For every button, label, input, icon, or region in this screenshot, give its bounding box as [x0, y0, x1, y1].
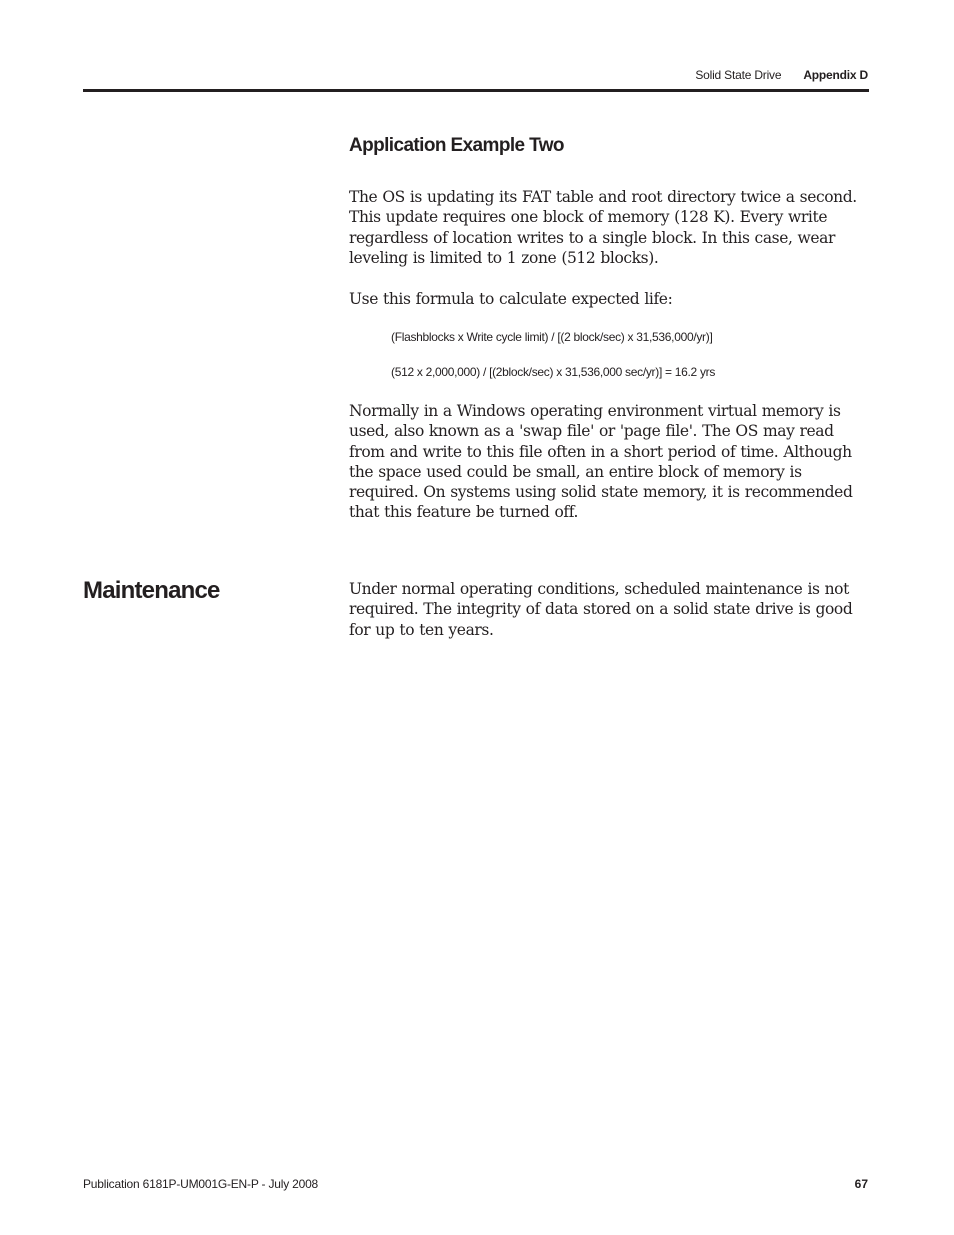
maintenance-paragraph: Under normal operating conditions, scheduled maintenance is not required. The integrity of data stored on a solid state drive is good for up to ten years. — [349, 580, 853, 639]
formula-intro-paragraph: Use this formula to calculate expected life: — [349, 290, 673, 308]
formula-general: (Flashblocks x Write cycle limit) / [(2 block/sec) x 31,536,000/yr)] — [391, 330, 713, 344]
running-header — [695, 68, 868, 82]
application-example-paragraph-1: The OS is updating its FAT table and root directory twice a second. This update requires one block of memory (128 K). Every write regardless of location writes to a single block. In this case, wear leveling is limited to 1 zone (512 blocks). — [349, 188, 857, 267]
header-section-name: Solid State Drive — [695, 68, 782, 82]
footer-publication: Publication 6181P-UM001G-EN-P - July 2008 — [83, 1177, 319, 1191]
maintenance-heading: Maintenance — [83, 577, 220, 604]
header-rule — [83, 89, 869, 92]
virtual-memory-paragraph: Normally in a Windows operating environment virtual memory is used, also known as a 'swap file' or 'page file'. The OS may read from and write to this file often in a short period of time. Although the space used could be small, an entire block of memory is required. On systems using solid state memory, it is recommended that this feature be turned off. — [349, 402, 853, 522]
formula-calculated: (512 x 2,000,000) / [(2block/sec) x 31,536,000 sec/yr)] = 16.2 yrs — [391, 365, 716, 379]
footer-page-number: 67 — [854, 1177, 868, 1191]
application-example-heading: Application Example Two — [349, 135, 564, 156]
header-appendix-label: Appendix D — [803, 68, 868, 82]
